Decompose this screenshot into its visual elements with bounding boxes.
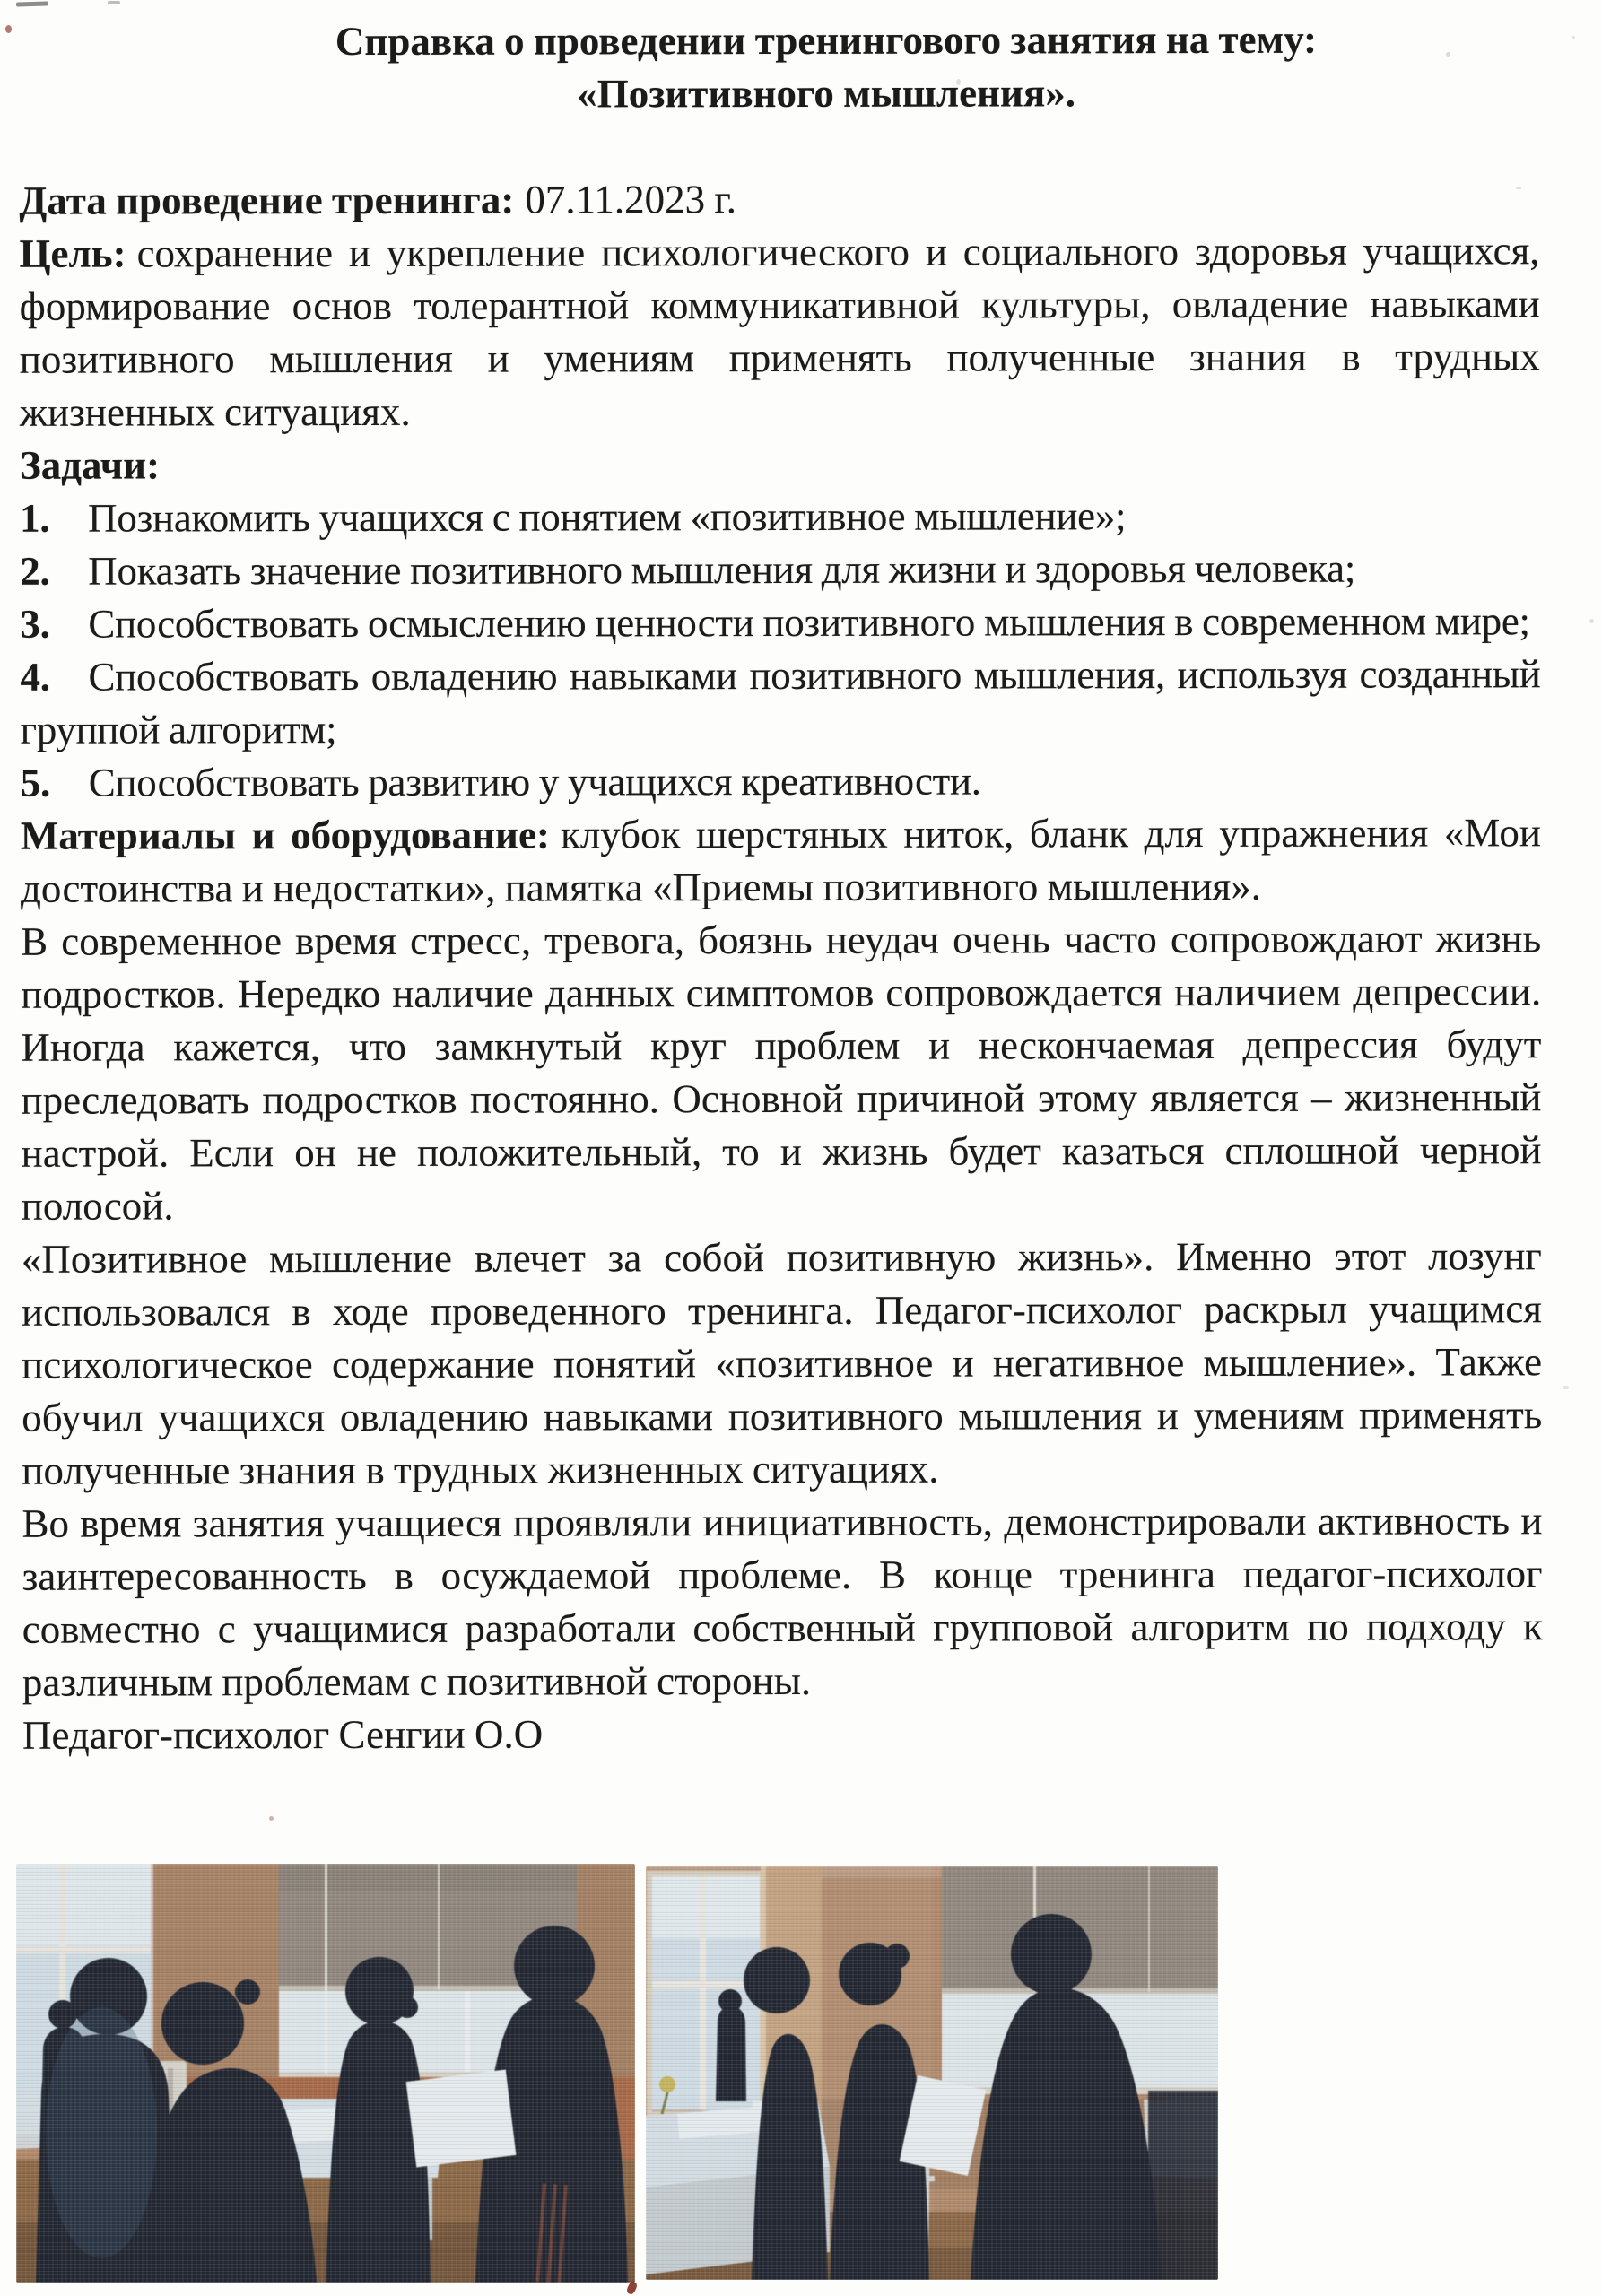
training-photo-left xyxy=(16,1864,635,2283)
signature-line: Педагог-психолог Сенгии О.О xyxy=(22,1711,544,1758)
date-label: Дата проведение тренинга: xyxy=(19,177,515,223)
report-title xyxy=(19,13,1539,122)
scan-speck xyxy=(5,25,12,33)
task-number: 3. xyxy=(20,601,50,647)
goal-label: Цель: xyxy=(19,230,126,276)
training-photo-right-scene xyxy=(646,1866,1218,2280)
body-paragraph: В современное время стресс, тревога, боязнь неудач очень часто сопровождают жизнь подростков. Нередко наличие данных симптомов сопровождается наличием депрессии. Иногда кажется, что замкнутый круг проблем и нескончаемая депрессия будут преследовать подростков постоянно. Основной причиной этому является – жизненный настрой. Если он не положительный, то и жизнь будет казаться сплошной черной полосой. xyxy=(21,916,1542,1229)
materials-paragraph xyxy=(21,806,1541,916)
report-title-line2: «Позитивного мышления». xyxy=(577,70,1076,117)
body-paragraph: «Позитивное мышление влечет за собой позитивную жизнь». Именно этот лозунг использовался в ходе проведенного тренинга. Педагог-психолог раскрыл учащимся психологическое содержание понятий «позитивное и негативное мышление». Также обучил учащихся овладению навыками позитивного мышления и умениям применять полученные знания в трудных жизненных ситуациях. xyxy=(21,1233,1543,1493)
report-title-line1: Справка о проведении тренингового занятия на тему: xyxy=(335,16,1318,65)
report-body xyxy=(19,13,1543,1762)
tasks-heading: Задачи: xyxy=(19,442,161,488)
date-line xyxy=(19,171,1539,228)
task-number: 2. xyxy=(20,548,50,594)
task-text: Показать значение позитивного мышления для жизни и здоровья человека; xyxy=(88,545,1356,594)
task-text: Способствовать овладению навыками позитивного мышления, используя созданный группой алгоритм; xyxy=(20,651,1541,752)
training-photo-left-scene xyxy=(16,1864,635,2283)
date-value: 07.11.2023 г. xyxy=(525,177,737,222)
scan-speck xyxy=(1572,36,1575,39)
scan-speck xyxy=(269,1816,274,1821)
task-number: 5. xyxy=(20,760,50,805)
scan-speck xyxy=(1589,619,1594,623)
task-item xyxy=(20,595,1540,651)
task-item xyxy=(21,753,1541,810)
task-text: Познакомить учащихся с понятием «позитивное мышление»; xyxy=(88,493,1127,541)
materials-label: Материалы и оборудование: xyxy=(20,812,550,858)
goal-text: сохранение и укрепление психологического и социального здоровья учащихся, формирование основ толерантной коммуникативной культуры, овладение навыками позитивного мышления и умениям применять полученные знания в трудных жизненных ситуациях. xyxy=(19,228,1540,435)
body-paragraph: Во время занятия учащиеся проявляли инициативность, демонстрировали активность и заинтересованность в осуждаемой проблеме. В конце тренинга педагог-психолог совместно с учащимися разработали собственный групповой алгоритм по подходу к различным проблемам с позитивной стороны. xyxy=(22,1498,1543,1705)
task-number: 1. xyxy=(20,495,50,541)
materials-text: клубок шерстяных ниток, бланк для упражнения «Мои достоинства и недостатки», памятка «Приемы позитивного мышления». xyxy=(20,810,1541,911)
backlight-haze xyxy=(46,2007,157,2258)
task-item xyxy=(20,542,1540,598)
training-photo-right xyxy=(646,1866,1218,2280)
scan-speck xyxy=(108,1,120,4)
held-paper xyxy=(406,2070,517,2168)
scan-speck xyxy=(1563,1386,1569,1389)
scan-speck xyxy=(16,1,48,6)
photo-strip xyxy=(16,1864,1218,2283)
task-item xyxy=(20,648,1540,757)
left-window xyxy=(649,1874,762,2114)
goal-paragraph xyxy=(19,224,1539,439)
task-item xyxy=(20,489,1540,545)
task-text: Способствовать развитию у учащихся креативности. xyxy=(88,758,981,805)
task-text: Способствовать осмыслению ценности позитивного мышления в современном мире; xyxy=(88,598,1530,647)
scan-speck xyxy=(625,2281,638,2295)
task-number: 4. xyxy=(20,654,50,700)
